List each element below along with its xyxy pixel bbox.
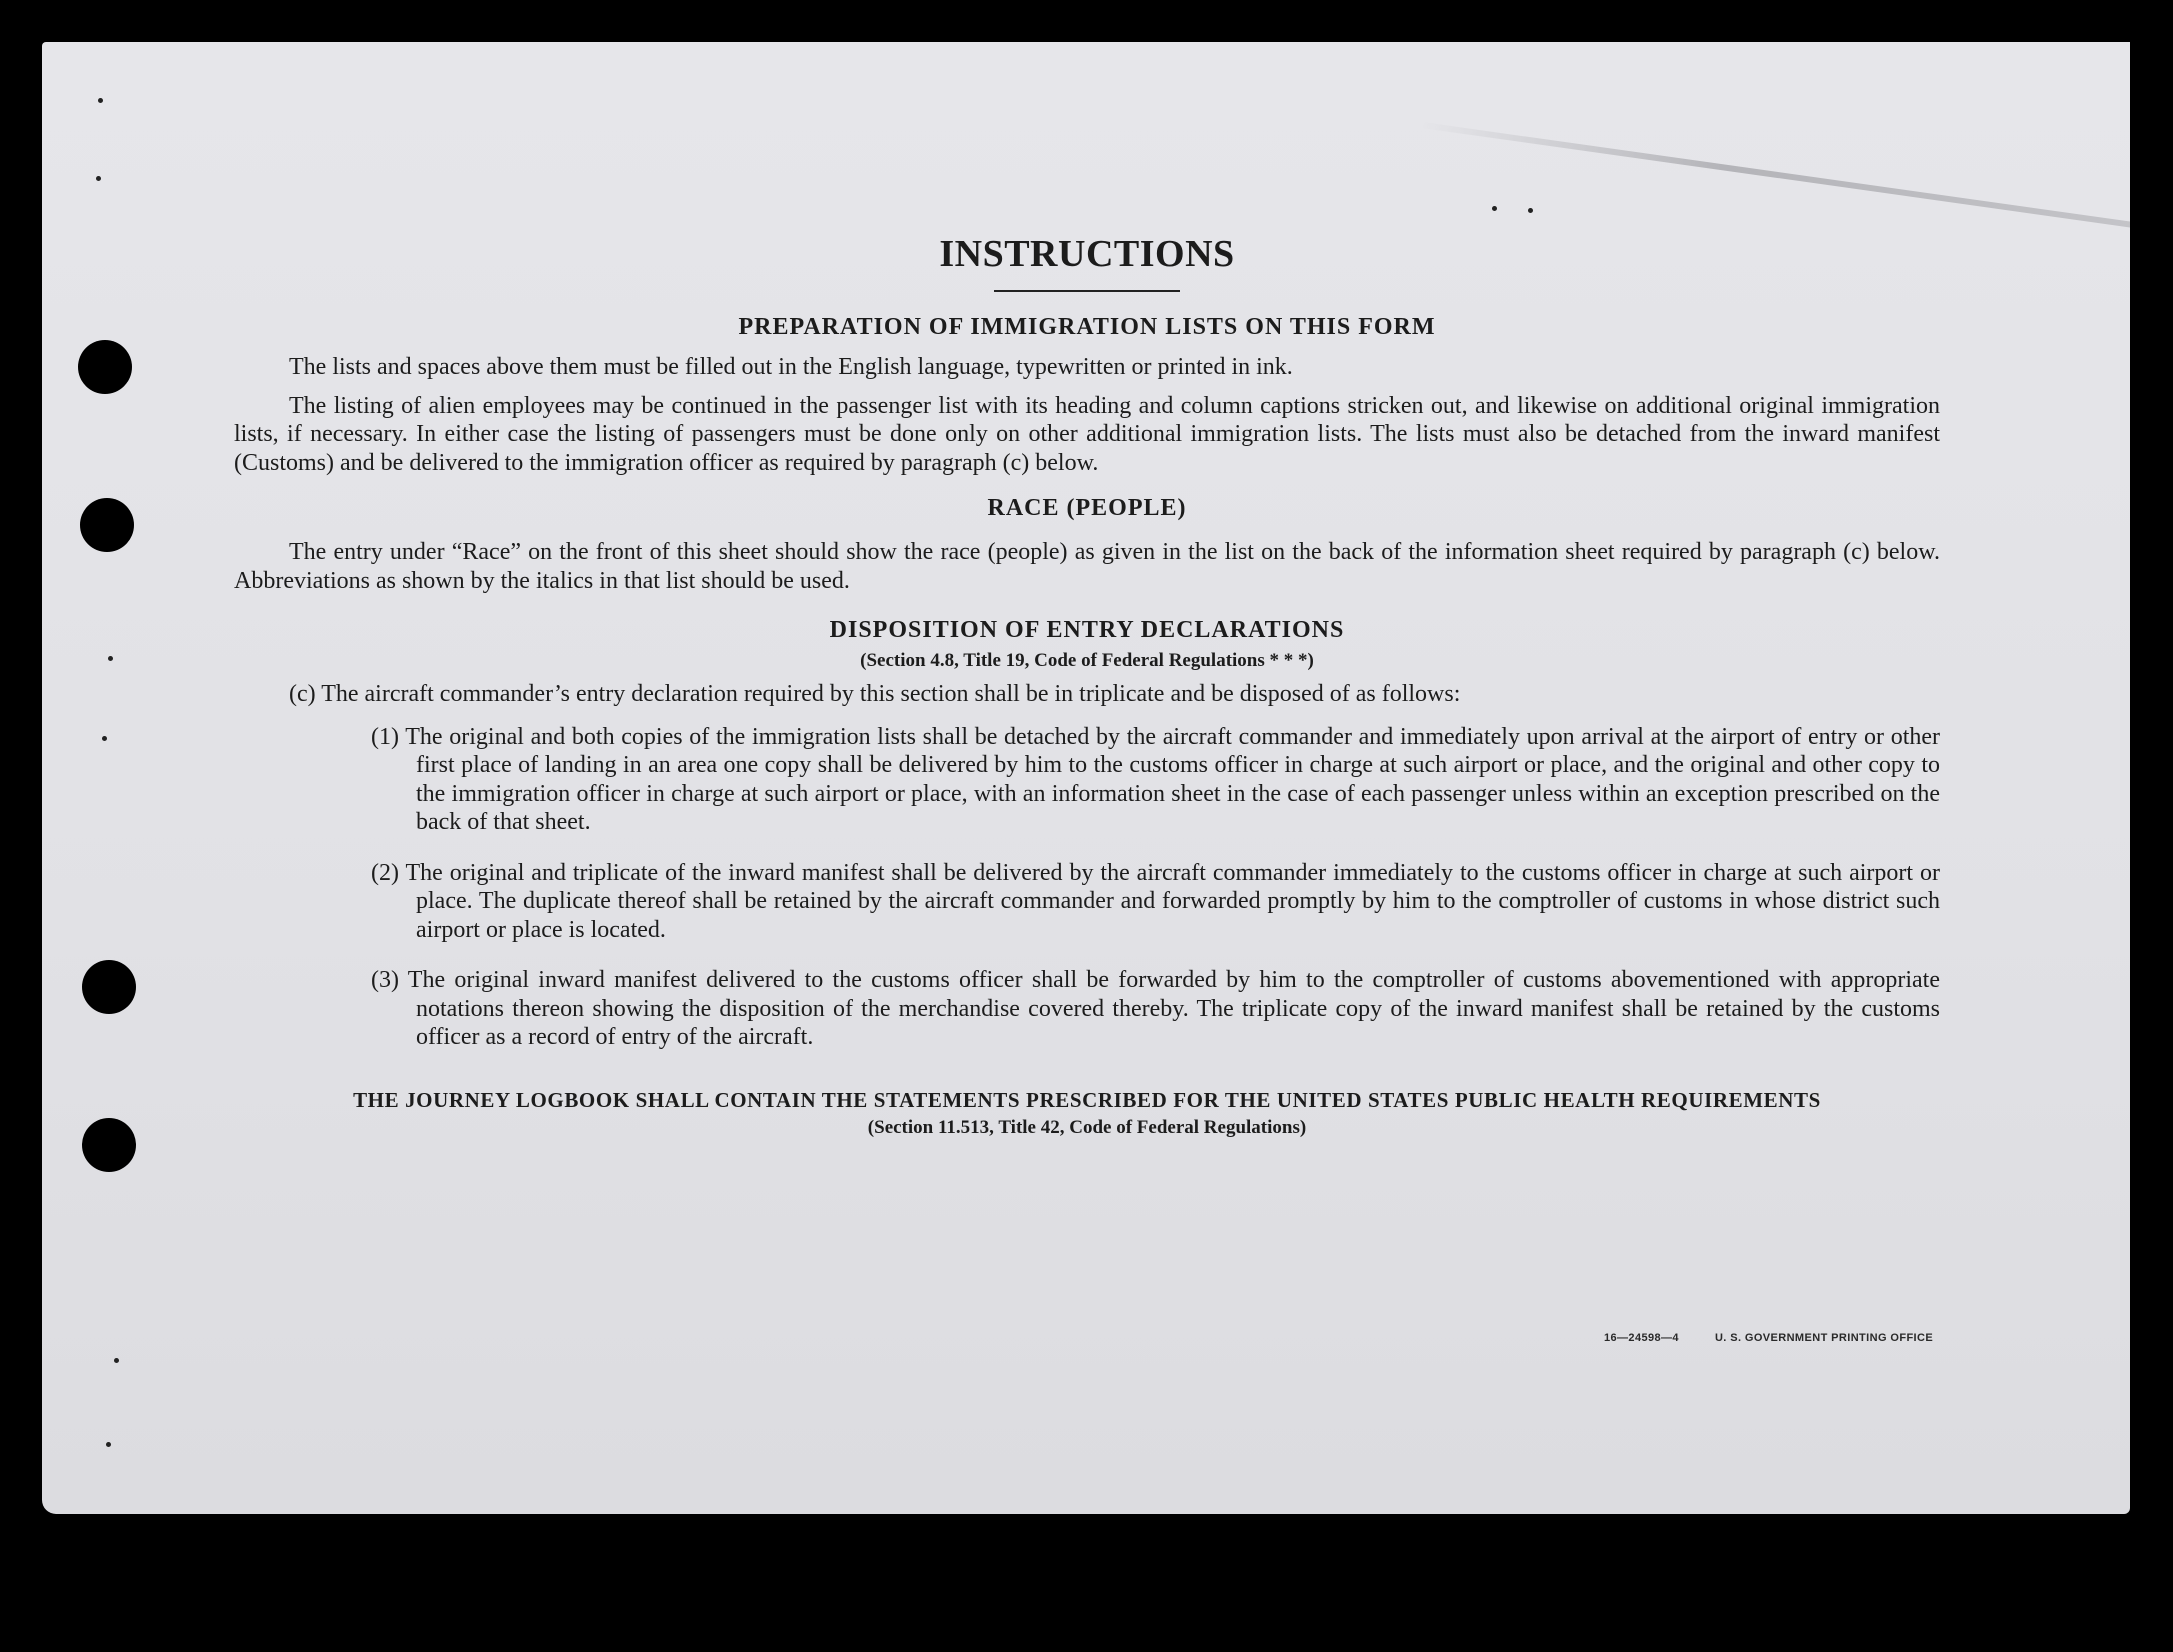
- speck: [114, 1358, 119, 1363]
- scan-streak: [1422, 122, 2130, 234]
- speck: [98, 98, 103, 103]
- speck: [1528, 208, 1533, 213]
- section-heading-race: RACE (PEOPLE): [987, 495, 1187, 521]
- speck: [1492, 206, 1497, 211]
- numbered-item: (3) The original inward manifest delivered to the customs officer shall be forwarded by him to the comptroller of customs abovementioned with appropriate notations thereon showing the disposition of the merchandise covered thereby. The triplicate copy of the inward manifest shall be retained by the customs officer as a record of entry of the aircraft.: [371, 967, 1940, 1050]
- punch-hole: [78, 340, 132, 394]
- speck: [108, 656, 113, 661]
- page-title: INSTRUCTIONS: [939, 233, 1235, 275]
- footer-citation: (Section 11.513, Title 42, Code of Federal Regulations): [867, 1116, 1307, 1138]
- footer-statement: THE JOURNEY LOGBOOK SHALL CONTAIN THE STATEMENTS PRESCRIBED FOR THE UNITED STATES PUBLIC HEALTH REQUIREMENTS: [353, 1087, 1821, 1112]
- speck: [102, 736, 107, 741]
- section-heading-preparation: PREPARATION OF IMMIGRATION LISTS ON THIS FORM: [738, 314, 1436, 340]
- paragraph-intro: (c) The aircraft commander’s entry declaration required by this section shall be in triplicate and be disposed of as follows:: [289, 681, 1461, 707]
- print-code: 16—24598—4: [1604, 1332, 1679, 1344]
- print-code-line: [1604, 1332, 1969, 1344]
- paragraph: The lists and spaces above them must be filled out in the English language, typewritten or printed in ink.: [289, 354, 1293, 380]
- punch-hole: [82, 1118, 136, 1172]
- numbered-item: (1) The original and both copies of the immigration lists shall be detached by the aircraft commander and immediately upon arrival at the airport of entry or other first place of landing in an area one copy shall be delivered by him to the customs officer in charge at such airport or place, and the original and other copy to the immigration officer in charge at such airport or place, with an information sheet in the case of each passenger unless within an exception prescribed on the back of that sheet.: [371, 723, 1940, 835]
- title-underline: [994, 290, 1180, 292]
- section-heading-disposition: DISPOSITION OF ENTRY DECLARATIONS: [829, 617, 1345, 643]
- punch-hole: [80, 498, 134, 552]
- instructions-body: [234, 232, 1940, 1139]
- punch-hole: [82, 960, 136, 1014]
- speck: [96, 176, 101, 181]
- printer-name: U. S. GOVERNMENT PRINTING OFFICE: [1714, 1332, 1934, 1344]
- regulation-citation: (Section 4.8, Title 19, Code of Federal Regulations * * *): [860, 650, 1314, 671]
- numbered-item: (2) The original and triplicate of the inward manifest shall be delivered by the aircraft commander immediately to the customs officer in charge at such airport or place. The duplicate thereof shall be retained by the aircraft commander and forwarded promptly by him to the comptroller of customs in whose district such airport or place is located.: [371, 859, 1940, 943]
- paragraph: The entry under “Race” on the front of this sheet should show the race (people) as given in the list on the back of the information sheet required by paragraph (c) below. Abbreviations as shown by the italics in that list should be used.: [234, 539, 1940, 594]
- speck: [106, 1442, 111, 1447]
- paragraph: The listing of alien employees may be continued in the passenger list with its heading and column captions stricken out, and likewise on additional original immigration lists, if necessary. In either case the listing of passengers must be done only on other additional immigration lists. The lists must also be detached from the inward manifest (Customs) and be delivered to the immigration officer as required by paragraph (c) below.: [234, 392, 1940, 476]
